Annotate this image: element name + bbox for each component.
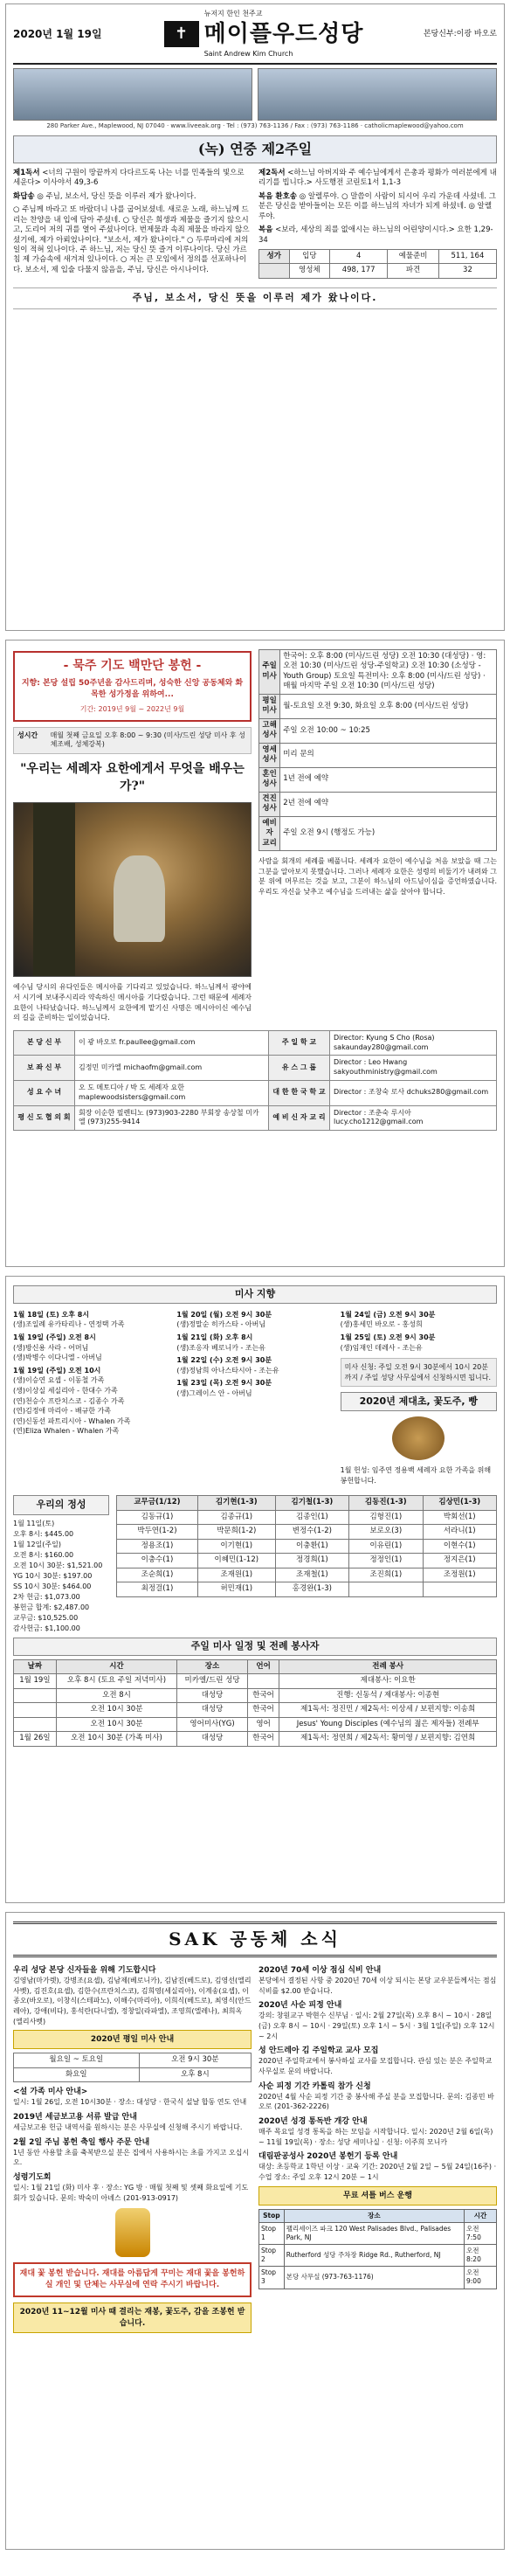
table-cell: 제1독서: 정연희 / 제2독서: 황미영 / 보편지향: 김연희 (279, 1732, 497, 1746)
table-cell: 대성당 (177, 1688, 248, 1702)
table-cell: 성 요 수 녀 (14, 1081, 75, 1106)
table-cell: 홍경완(1-3) (275, 1582, 348, 1596)
reading-item: 제2독서 <하느님 아버지와 주 예수님에게서 은총과 평화가 여러분에게 내리기를 빕니다.> 사도행전 코린토1서 1,1-3 (258, 168, 497, 188)
table-cell: 파견 (388, 264, 439, 278)
bulletin-page-2 (5, 640, 505, 1267)
table-cell: 영어 (247, 1717, 279, 1731)
table-cell: 정경희(1) (275, 1554, 348, 1568)
table-cell: 시간 (56, 1659, 176, 1673)
bread-icon (392, 1416, 445, 1460)
table-cell: 오전 9:00 (465, 2267, 497, 2289)
table-cell: 이 광 바오로 fr.paullee@gmail.com (75, 1030, 269, 1056)
mass-request-note: 미사 신청: 주일 오전 9시 30분에서 10시 20분까지 / 주일 성당 사무실에서 신청하시면 됩니다. (341, 1358, 497, 1387)
table-cell: 김종규(1) (197, 1510, 275, 1524)
community-news-title: SAK 공동체 소식 (13, 1922, 497, 1957)
table-cell: 주 일 학 교 (269, 1030, 330, 1056)
table-cell: 정지은(1) (423, 1554, 496, 1568)
table-cell: 성가 (259, 250, 290, 264)
church-name: 메이플우드성당 (203, 20, 364, 47)
adoration-box (13, 727, 252, 755)
table-cell: 정용조(1) (117, 1539, 198, 1553)
table-cell: 언어 (247, 1659, 279, 1673)
table-cell: 날짜 (14, 1659, 57, 1673)
table-cell: 대 한 한 국 학 교 (269, 1081, 330, 1106)
adoration-text: 매월 첫째 금요일 오후 8:00 ~ 9:30 (미사/드린 성당 미사 후 성체조배, 성체강복) (50, 731, 245, 749)
table-cell: 한국어 (247, 1703, 279, 1717)
weekday-mass-table (13, 2053, 252, 2082)
table-cell: Stop 2 (259, 2245, 285, 2267)
table-cell: 장소 (177, 1659, 248, 1673)
table-cell: 이기현(1) (197, 1539, 275, 1553)
church-icon: ✝ (164, 21, 199, 47)
table-cell: 고해성사 (259, 718, 280, 743)
table-cell: 전례 봉사 (279, 1659, 497, 1673)
notice-heading: <설 가족 미사 안내> (13, 2088, 88, 2097)
table-cell: Director : 조춘숙 루시아 lucy.cho1212@gmail.com (330, 1105, 497, 1131)
pastor-info: 본당신부:이광 바오로 (423, 30, 497, 39)
table-cell: 예물준비 (388, 250, 439, 264)
table-cell: 정정인(1) (349, 1554, 423, 1568)
church-building-photo-2 (258, 68, 497, 121)
table-cell: 조진희(1) (349, 1568, 423, 1582)
church-logo (135, 10, 392, 59)
table-cell (349, 1582, 423, 1596)
table-cell: Director : Leo Hwang sakyouthministry@gmail.com (330, 1056, 497, 1081)
reading-item: 복음 환호송 ◎ 알렐루야. ○ 말씀이 사람이 되시어 우리 가운데 사셨네. 그분은 당신을 받아들이는 모든 이를 하느님의 자녀가 되게 하셨네. ◎ 알렐루야. (258, 191, 496, 221)
bulletin-page-3 (5, 1276, 505, 1903)
table-cell: 이충수(1) (117, 1554, 198, 1568)
table-cell: 김기현(1-3) (197, 1496, 275, 1510)
readings-left (13, 169, 252, 282)
notice-text: 일시: 1월 26일, 오전 10시30분 · 장소: 대성당 · 한국식 설날 합동 연도 안내 (13, 2098, 247, 2107)
table-cell: Stop (259, 2209, 285, 2222)
table-cell: 박회선(1) (423, 1510, 496, 1524)
table-cell: 제대봉사: 이요한 (279, 1674, 497, 1688)
table-cell: 대성당 (177, 1732, 248, 1746)
notice-heading: 성령기도회 (13, 2172, 52, 2182)
notice-heading: 사순 피정 기간 카톨릭 참가 신청 (258, 2081, 371, 2091)
reflection-text-left: 예수님 당시의 유다인들은 메시아를 기다리고 있었습니다. 하느님께서 광야에서 시기에 보내주시리라 약속하신 메시아를 기다렸습니다. 그런 때문에 세례자 요한이 나타났습니다. 하느님께서 요한에게 맡기신 사명은 메시아이신 예수님의 길을 준비하는 일이었습니다. (13, 983, 252, 1022)
table-cell: 진행: 신동석 / 제대봉사: 이종현 (279, 1688, 497, 1702)
weekday-mass-title: 2020년 평일 미사 안내 (13, 2030, 252, 2049)
table-cell: 4 (330, 250, 388, 264)
table-cell (423, 1582, 496, 1596)
notice-heading: 2월 2일 주님 봉헌 축일 행사 주문 안내 (13, 2137, 150, 2147)
table-cell: 본당 사무실 (973-763-1176) (284, 2267, 464, 2289)
table-cell: 허민재(1) (197, 1582, 275, 1596)
antiphon-banner: 주님, 보소서, 당신 뜻을 이루러 제가 왔나이다. (13, 287, 497, 309)
table-cell: 이현수(1) (423, 1539, 496, 1553)
adoration-label: 성시간 (17, 731, 38, 739)
table-cell: 영성체 (289, 264, 330, 278)
notice-heading: 성 안드레아 김 주일학교 교사 모집 (258, 2046, 379, 2056)
table-cell: 입당 (289, 250, 330, 264)
mass-times-table (258, 649, 497, 851)
notice-text: 본당에서 결정된 사항 중 2020년 70세 이상 되시는 본당 교우분들께서는 점심 식비를 $2.00 받습니다. (258, 1977, 497, 1995)
table-cell: 오 도 메토디아 / 박 도 세례자 요한 maplewoodsisters@gmail.com (75, 1081, 269, 1106)
table-cell: 박두연(1-2) (117, 1525, 198, 1539)
table-cell: 유 스 그 룹 (269, 1056, 330, 1081)
table-cell: 최정걸(1) (117, 1582, 198, 1596)
reflection-text-right: 사람을 회개의 세례를 베풉니다. 세례자 요한이 예수님을 처음 보았을 때 그는 그분을 알아보지 못했습니다. 그러나 세례자 요한은 성령의 비둘기가 내려와 그분 위에 머무르는 것을 보고, 그분이 하느님의 아드님이심을 증언하였습니다. 우리도 자신을 낮추고 예수님을 드러내는 삶을 살아야 합니다. (258, 856, 497, 896)
table-cell (259, 264, 290, 278)
table-cell: 오전 10시 30분 (56, 1703, 176, 1717)
rosary-prayer-box (13, 651, 252, 722)
table-cell: 서라니(1) (423, 1525, 496, 1539)
shuttle-bus-table (258, 2209, 497, 2289)
saint-painting (13, 802, 252, 977)
table-cell (14, 1688, 57, 1702)
table-cell: 대성당 (177, 1703, 248, 1717)
table-cell: Rutherford 성당 주차장 Ridge Rd., Rutherford, NJ (284, 2245, 464, 2267)
table-cell: 오전 9시 30분 (139, 2053, 251, 2067)
table-cell: 1년 전에 예약 (280, 767, 497, 792)
donation-title: 우리의 정성 (13, 1495, 109, 1515)
table-cell: 498, 177 (330, 264, 388, 278)
reading-item: 제1독서 <너의 구원이 땅끝까지 다다르도록 나는 너를 민족들의 빛으로 세운다> 이사야서 49,3-6 (13, 168, 245, 188)
notice-heading: 2020년 사순 피정 안내 (258, 2001, 342, 2011)
table-cell: 조순희(1) (117, 1568, 198, 1582)
table-cell: 교무금(1/12) (117, 1496, 198, 1510)
table-cell: 2년 전에 예약 (280, 792, 497, 816)
staff-table (13, 1030, 497, 1131)
table-cell: Stop 3 (259, 2267, 285, 2289)
hymn-table (258, 249, 497, 279)
notice-text: 매주 목요일 성경 통독을 하는 모임을 시작합니다. 일시: 2020년 2월 6일(목) ~ 11월 19일(목) · 장소: 성당 세미나실 · 신청: 이주희 모니카 (258, 2128, 493, 2146)
table-cell: 평 신 도 협 의 회 (14, 1105, 75, 1131)
table-cell: 시간 (465, 2209, 497, 2222)
notice-heading: 2020년 70세 이상 점심 식비 안내 (258, 1966, 382, 1975)
bulletin-page-4 (5, 1912, 505, 2550)
table-cell: 평일미사 (259, 694, 280, 718)
table-cell: 견진성사 (259, 792, 280, 816)
intention-title: 미사 지향 (13, 1285, 497, 1304)
table-cell: 변정수(1-2) (275, 1525, 348, 1539)
offering-title: 2020년 제대초, 꽃도주, 빵 (341, 1392, 497, 1411)
weekly-schedule-table (13, 1659, 497, 1747)
table-cell: 미리 문의 (280, 743, 497, 767)
table-cell: 한국어: 오후 8:00 (미사/드린 성당) 오전 10:30 (대성당) · 영: 오전 10:30 (미사/드린 성당-주일학교) 오전 10:30 (소성당 - Youth Group) 토요일 특전미사: 오후 8:00 (미사/드린 성당) · 매월 마지막 주일 오전 10:30 (미사/드린 성당) (280, 650, 497, 695)
table-cell: 김상민(1-3) (423, 1496, 496, 1510)
table-cell: 한국어 (247, 1688, 279, 1702)
table-cell: 김동진(1-3) (349, 1496, 423, 1510)
table-cell: 이혜민(1-12) (197, 1554, 275, 1568)
table-cell: 미카엘/드린 성당 (177, 1674, 248, 1688)
bulletin-date: 2020년 1월 19일 (13, 28, 102, 41)
notice-text: 강의: 창원교구 박현수 신부님 · 일시: 2월 27일(목) 오후 8시 ~ 10시 · 28일(금) 오후 8시 ~ 10시 · 29일(토) 오후 1시 ~ 5시 · 3월 1일(주일) 오후 12시 ~ 2시 (258, 2012, 495, 2040)
table-cell: 이충환(1) (275, 1539, 348, 1553)
table-cell: 조정원(1) (423, 1568, 496, 1582)
table-cell (14, 1703, 57, 1717)
prayer-title: - 묵주 기도 백만단 봉헌 - (63, 659, 202, 673)
table-cell: 한국어 (247, 1732, 279, 1746)
table-cell: 이유린(1) (349, 1539, 423, 1553)
table-cell: 오전 10시 30분 (가족 미사) (56, 1732, 176, 1746)
offering-notice: 2020년 11~12월 미사 때 결리는 재봉, 꽃도주, 감을 조봉헌 받습니다. (13, 2302, 252, 2332)
mass-intentions-left: 1월 18일 (토) 오후 8시 (생)조일례 유카타리나 - 연정택 가족 1월 19일 (주일) 오전 8시 (생)방신용 사라 - 어머님 (생)박병수 이다니엘 - 아버님 1월 19일 (주일) 오전 10시 (생)이승연 요셉 - 이동철 가족 (생)이상실 세실리아 - 한대수 가족 (연)천승수 프란치스코 - 김종수 가족 (연)김정애 마리아 - 배규한 가족 (연)신동선 파트리시아 - Whalen 가족 (연)Eliza Whalen - Whalen 가족 (13, 1310, 131, 1436)
table-cell: 511, 164 (438, 250, 496, 264)
reading-item: 화답송 ◎ 주님, 보소서, 당신 뜻을 이루러 제가 왔나이다. (13, 191, 196, 201)
readings (13, 169, 497, 282)
prayer-term: 기간: 2019년 9월 ~ 2022년 9월 (79, 704, 185, 713)
table-cell: 김기철(1-3) (275, 1496, 348, 1510)
table-cell: 장소 (284, 2209, 464, 2222)
table-cell: 오후 8시 (토요 주일 저녁미사) (56, 1674, 176, 1688)
notice-text: 대상: 초등학교 1학년 이상 · 교육 기간: 2020년 2월 2일 ~ 5월 24일(16주) · 수업 장소: 주일 오후 12시 20분 ~ 1시 (258, 2163, 497, 2181)
mass-intentions-mid: 1월 20일 (월) 오전 9시 30분 (생)정말순 히카스타 - 아버님 1월 21일 (화) 오후 8시 (생)조응자 베로니카 - 조는유 1월 22일 (수) 오전 9시 30분 (생)정남희 아나스타시아 - 조는유 1월 23일 (목) 오전 9시 30분 (생)그레이스 안 - 아버님 (176, 1310, 279, 1397)
reflection-title: "우리는 세례자 요한에게서 무엇을 배우는가?" (20, 762, 245, 793)
church-en-name: Saint Andrew Kim Church (203, 49, 293, 58)
mass-intentions-right: 1월 24일 (금) 오전 9시 30분 (생)홍세민 바오로 - 홍성희 1월 25일 (토) 오전 9시 30분 (생)임재인 데레사 - 조는유 미사 신청: 주일 오전 9시 30분에서 10시 20분까지 / 주일 성당 사무실에서 신청하시면 됩니다. 2020년 제대초, 꽃도주, 빵 1월 헌성: 임주연 정용백 세례자 요한 가족을 위해 봉헌합니다. (341, 1307, 497, 1487)
table-cell: 월-토요일 오전 9:30, 화요일 오후 8:00 (미사/드린 성당) (280, 694, 497, 718)
reading-item: ○ 주님께 바라고 또 바랐더니 나를 굽어보셨네. 새로운 노래, 하느님께 드리는 찬양을 내 입에 담아 주셨네. ○ 당신은 희생과 제물을 즐기지 않으시고, 도리어 저의 귀를 열어 주셨나이다. 번제물과 속죄 제물을 바라지 않으셨기에, 제가 아뢰었나이다. "보소서, 제가 왔나이다." ○ 두루마리에 저의 일이 적혀 있나이다. 주 하느님, 저는 당신 뜻 즐겨 이루나이다. 당신 가르침 제 가슴속에 새겨져 있나이다. ○ 저는 큰 모임에서 정의를 선포하나이다. 보소서, 제 입술 다물지 않음을, 주님, 당신은 아시나이다. (13, 205, 250, 274)
candle-icon (115, 2208, 150, 2257)
notice-heading: 대림판공성사 2020년 봉헌기 등록 안내 (258, 2152, 398, 2162)
notice-text: 일시: 1월 21일 (화) 미사 후 · 장소: YG 방 · 매월 첫째 및 셋째 화요일에 기도회가 있습니다. 문의: 박숙미 아녜스 (201-913-0917) (13, 2184, 249, 2202)
prayer-intro: 우리 성당 본당 신자들을 위해 기도합시다 (13, 1966, 156, 1975)
table-cell: 혼인성사 (259, 767, 280, 792)
notice-text: 2020년 주일학교에서 봉사하실 교사를 모집합니다. 관심 있는 분은 주일학교 사무실로 문의 바랍니다. (258, 2057, 493, 2075)
table-cell: 주일 오전 10:00 ~ 10:25 (280, 718, 497, 743)
table-cell: 월요일 ~ 토요일 (14, 2053, 140, 2067)
table-cell: 보 좌 신 부 (14, 1056, 75, 1081)
table-cell (14, 1717, 57, 1731)
table-cell: 화요일 (14, 2067, 140, 2081)
table-cell (247, 1674, 279, 1688)
prayer-list: 김영남(마가렛), 강병조(요셉), 김남제(베로니카), 김남진(베드로), 김영선(엘리사벳), 김진호(요셉), 김한수(프란치스코), 김희영(세실리아), 이계송(요셉), 이종오(바오로), 이창식(스테파노), 이해수(마리아), 이희식(베드로), 최영식(안드레아), 강애(비다), 홍석란(다니엘), 정창일(라파엘), 조영희(엘레나), 최희옥(엘리사벳) (13, 1977, 252, 2025)
table-cell: 조재철(1) (275, 1568, 348, 1582)
table-cell: 예비자 교리 (259, 816, 280, 850)
table-cell: 오전 10시 30분 (56, 1717, 176, 1731)
notice-heading: 2020년 성경 통독반 개강 안내 (258, 2116, 368, 2126)
table-cell: Director: Kyung S Cho (Rosa) sakaunday280@gmail.com (330, 1030, 497, 1056)
reading-item: 복음 <보라, 세상의 죄를 없애시는 하느님의 어린양이시다.> 요한 1,29-34 (258, 225, 493, 245)
notice-text: 1년 동안 사용할 초를 축복받으실 분은 집에서 사용하시는 초를 가지고 오십시오. (13, 2148, 250, 2167)
table-cell: 박문희(1-2) (197, 1525, 275, 1539)
header (13, 10, 497, 65)
offering-note: 1월 헌성: 임주연 정용백 세례자 요한 가족을 위해 봉헌합니다. (340, 1466, 492, 1485)
table-cell: 영어미사(YG) (177, 1717, 248, 1731)
church-building-photo (13, 68, 252, 121)
table-cell: 김동규(1) (117, 1510, 198, 1524)
weekly-schedule-title: 주일 미사 일정 및 전례 봉사자 (13, 1638, 497, 1656)
table-cell: 오전 8:20 (465, 2245, 497, 2267)
table-cell: 회장 이순한 필렌티노 (973)903-2280 부회장 송상철 미카엘 (973)255-9414 (75, 1105, 269, 1131)
prayer-intention: 지향: 본당 설립 50주년을 감사드리며, 성숙한 신앙 공동체와 화목한 성가정을 위하여... (21, 678, 244, 700)
address-line: 280 Parker Ave., Maplewood, NJ 07040 · www.liveeak.org · Tel : (973) 763-1136 / Fax : (973) 763-1186 · catholicmaplewood@yahoo.com (46, 121, 464, 129)
table-cell: 김정민 미카엘 michaofm@gmail.com (75, 1056, 269, 1081)
table-cell: 영세성사 (259, 743, 280, 767)
table-cell: 제1독서: 정진민 / 제2독서: 이상세 / 보편지향: 이송희 (279, 1703, 497, 1717)
table-cell: Jesus' Young Disciples (예수님의 젊은 제자들) 전례부 (279, 1717, 497, 1731)
readings-right (258, 169, 497, 282)
notice-text: 세금보고용 헌금 내역서를 원하시는 분은 사무실에 신청해 주시기 바랍니다. (13, 2123, 243, 2132)
bus-title: 무료 셔틀 버스 운행 (258, 2186, 497, 2206)
donors-table (116, 1495, 497, 1596)
table-cell: 오후 8시 (139, 2067, 251, 2081)
table-cell: Director : 조창숙 로사 dchuks280@gmail.com (330, 1081, 497, 1106)
church-kr-label: 뉴저지 한인 천주교 (203, 10, 263, 17)
altar-flower-notice: 재대 꽃 봉헌 받습니다. 재대를 아름답게 꾸미는 재대 꽃을 봉헌하실 개인 및 단체는 사무실에 연락 주시기 바랍니다. (13, 2262, 252, 2297)
table-cell: 주일미사 (259, 650, 280, 695)
table-cell: 32 (438, 264, 496, 278)
table-cell: 김종인(1) (275, 1510, 348, 1524)
table-cell: 팰리세이즈 파크 120 West Palisades Blvd., Palisades Park, NJ (284, 2222, 464, 2244)
table-cell: Stop 1 (259, 2222, 285, 2244)
table-cell: 오전 8시 (56, 1688, 176, 1702)
notice-text: 2020년 4월 사순 피정 기간 중 봉사해 주실 분을 모집합니다. 문의: 김종민 바오로 (201-362-2226) (258, 2092, 494, 2111)
church-photo (13, 68, 497, 121)
donation-summary: 우리의 정성 1월 11일(토) 오후 8시: $445.00 1월 12일(주일) 오전 8시: $160.00 오전 10시 30분: $1,521.00 YG 10시 30분: $197.00 SS 10시 30분: $464.00 2차 헌금: $1,073.00 봉헌금 합계: $2,487.00 교무금: $10,525.00 감사헌금: $1,100.00 (13, 1492, 109, 1634)
sunday-title: (녹) 연중 제2주일 (13, 135, 497, 163)
table-cell: 1월 26일 (14, 1732, 57, 1746)
table-cell: 1월 19일 (14, 1674, 57, 1688)
table-cell: 김형진(1) (349, 1510, 423, 1524)
table-cell: 본 당 신 부 (14, 1030, 75, 1056)
table-cell: 조재원(1) (197, 1568, 275, 1582)
bulletin-page-1 (5, 3, 505, 631)
table-cell: 보로오(3) (349, 1525, 423, 1539)
table-cell: 주일 오전 9시 (행정도 가능) (280, 816, 497, 850)
table-cell: 오전 7:50 (465, 2222, 497, 2244)
table-cell: 예 비 신 자 교 리 (269, 1105, 330, 1131)
notice-heading: 2019년 세금보고용 서류 발급 안내 (13, 2112, 137, 2122)
